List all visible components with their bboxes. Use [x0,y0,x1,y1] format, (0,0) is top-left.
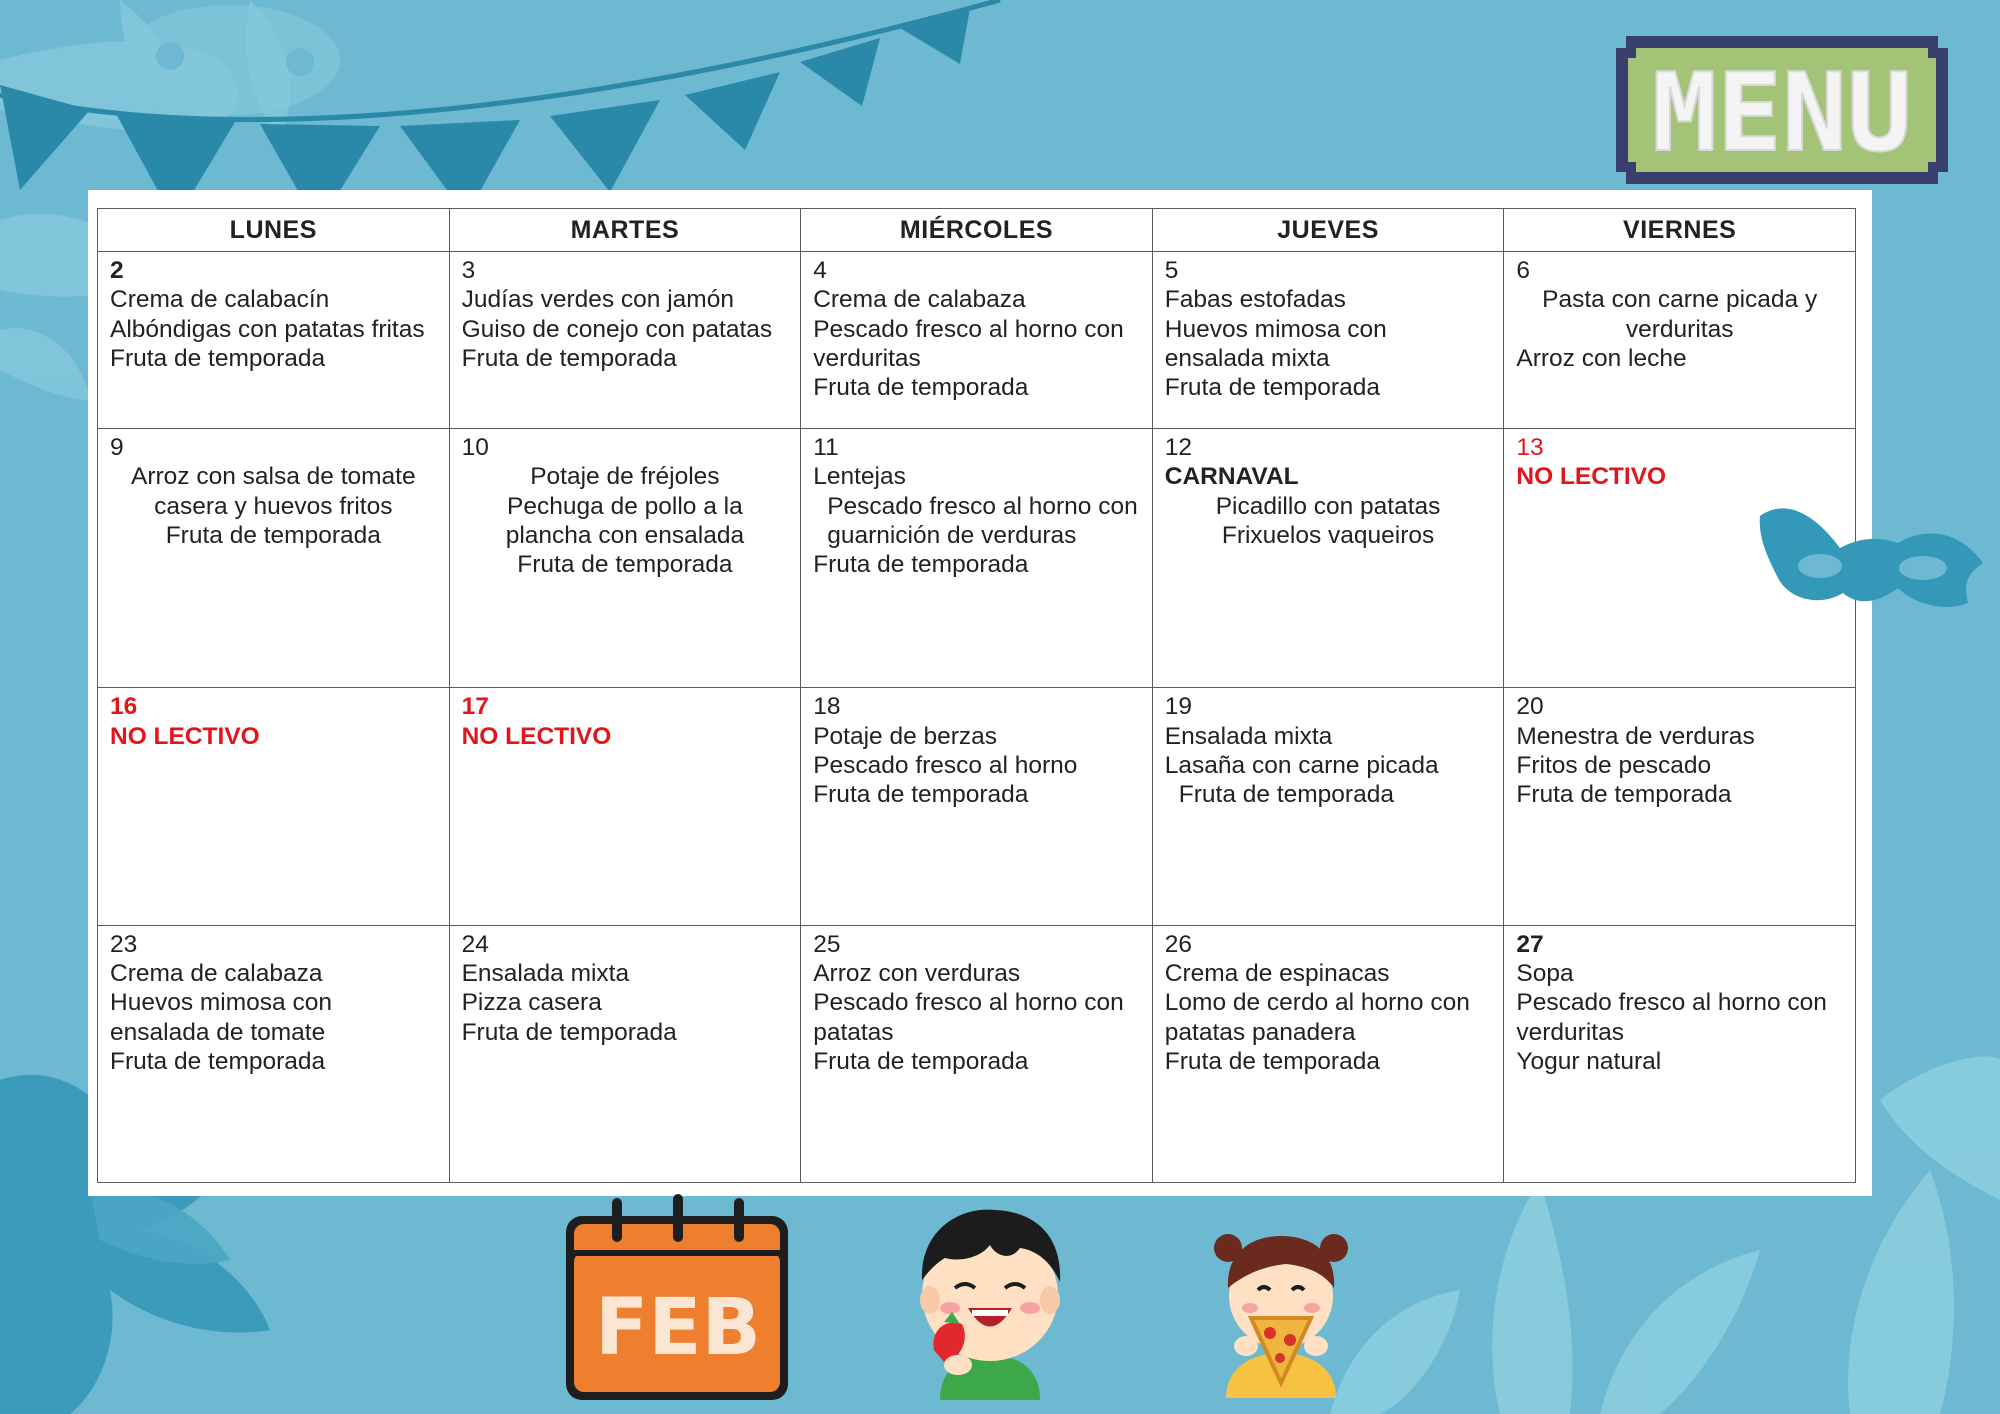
dish: Judías verdes con jamón [461,286,734,314]
day-cell [98,688,450,925]
weekday-header-row [98,209,1856,252]
week-row [98,252,1856,429]
header-martes: MARTES [449,209,801,252]
day-cell [1152,925,1504,1182]
dish: Pescado fresco al horno con verduritas [1516,989,1827,1046]
dish: Albóndigas con patatas fritas [110,315,425,343]
dish: Fruta de temporada [165,522,381,550]
dish: Picadillo con patatas [1215,492,1441,520]
dish: Pescado fresco al horno con verduritas [813,315,1124,372]
dish: Fruta de temporada [813,374,1029,402]
dish: Potaje de berzas [813,722,998,750]
week-row [98,688,1856,925]
header-jueves: JUEVES [1152,209,1504,252]
day-number: 9 [110,434,124,462]
menu-calendar-table [97,208,1856,1183]
day-number: 5 [1164,257,1179,284]
day-number: 25 [813,930,841,958]
dish: Fruta de temporada [461,344,677,372]
day-number: 26 [1164,930,1193,958]
holiday-label: NO LECTIVO [110,722,260,750]
day-number: 10 [461,434,489,462]
day-number: 20 [1516,693,1544,721]
day-number: 27 [1516,930,1544,958]
girl-eating-pizza-icon [1206,1218,1356,1398]
day-number: 13 [1516,434,1544,462]
dish: Pechuga de pollo a la plancha con ensalada [505,492,745,550]
day-cell [1152,429,1504,688]
menu-title-badge [1612,28,1952,192]
dish: Pescado fresco al horno con guarnición de verduras [827,492,1138,550]
dish: Fruta de temporada [1178,781,1394,809]
dish: Crema de espinacas [1164,960,1390,987]
dish: Sopa [1516,960,1574,987]
day-number: 18 [813,693,841,721]
day-cell [449,688,801,925]
day-number: 19 [1164,693,1193,721]
day-cell [1504,688,1856,925]
dish: Guiso de conejo con patatas [461,315,773,343]
dish: Lasaña con carne picada [1164,752,1439,780]
day-number: 6 [1516,257,1531,284]
dish: Pizza casera [461,989,602,1017]
dish: Huevos mimosa con ensalada de tomate [110,989,332,1046]
dish: Fruta de temporada [813,1047,1029,1075]
dish: Fruta de temporada [813,781,1029,809]
dish: Fruta de temporada [813,551,1029,579]
day-number: 24 [461,930,489,958]
dish: Pescado fresco al horno con patatas [813,989,1124,1046]
dish: Crema de calabaza [110,960,323,987]
holiday-label: NO LECTIVO [461,722,612,750]
header-lunes: LUNES [98,209,450,252]
dish: Arroz con salsa de tomate casera y huevos fritos [130,463,416,520]
dish: Ensalada mixta [1164,722,1333,750]
day-cell [449,925,801,1182]
dish: Fruta de temporada [110,344,326,372]
dish: Lentejas [813,463,906,491]
day-cell [801,252,1153,429]
event-title: CARNAVAL [1164,463,1299,491]
header-miercoles: MIÉRCOLES [801,209,1153,252]
dish: Fruta de temporada [461,1018,677,1046]
dish: Frixuelos vaqueiros [1221,522,1435,550]
dish: Ensalada mixta [461,960,630,987]
day-cell [98,925,450,1182]
day-cell [449,429,801,688]
day-cell [98,252,450,429]
day-number: 16 [110,693,138,721]
day-number: 11 [813,434,839,462]
feb-calendar-icon [562,1192,794,1404]
day-cell [1152,252,1504,429]
menu-badge-text: MENU [1652,51,1912,176]
week-row [98,925,1856,1182]
day-cell [449,252,801,429]
day-number: 17 [461,693,489,721]
feb-text: FEB [594,1283,762,1373]
day-number: 2 [110,257,124,284]
dish: Fruta de temporada [110,1047,326,1075]
boy-eating-strawberry-icon [900,1200,1080,1400]
dish: Pasta con carne picada y verduritas [1542,286,1818,343]
day-cell [1152,688,1504,925]
dish: Arroz con verduras [813,960,1021,987]
dish: Fabas estofadas [1164,286,1346,314]
dish: Pescado fresco al horno [813,752,1078,780]
dish: Crema de calabacín [110,286,330,314]
day-number: 12 [1164,434,1193,462]
dish: Fritos de pescado [1516,752,1712,780]
dish: Lomo de cerdo al horno con patatas panadera [1164,989,1470,1046]
header-viernes: VIERNES [1504,209,1856,252]
carnival-mask-icon [1748,488,1993,638]
dish: Menestra de verduras [1516,722,1755,750]
dish: Fruta de temporada [1164,1047,1380,1075]
holiday-label: NO LECTIVO [1516,463,1667,491]
dish: Fruta de temporada [1164,374,1380,402]
week-row [98,429,1856,688]
day-number: 3 [461,257,476,284]
day-cell [98,429,450,688]
dish: Fruta de temporada [1516,781,1732,809]
dish: Fruta de temporada [517,551,733,579]
day-number: 23 [110,930,138,958]
dish: Arroz con leche [1516,344,1687,372]
day-cell [801,925,1153,1182]
dish: Huevos mimosa con ensalada mixta [1164,315,1387,372]
day-cell [1504,252,1856,429]
day-cell [801,688,1153,925]
dish: Yogur natural [1516,1047,1662,1075]
day-cell [801,429,1153,688]
day-number: 4 [813,257,827,284]
day-cell [1504,925,1856,1182]
dish: Crema de calabaza [813,286,1026,314]
dish: Potaje de fréjoles [530,463,720,491]
